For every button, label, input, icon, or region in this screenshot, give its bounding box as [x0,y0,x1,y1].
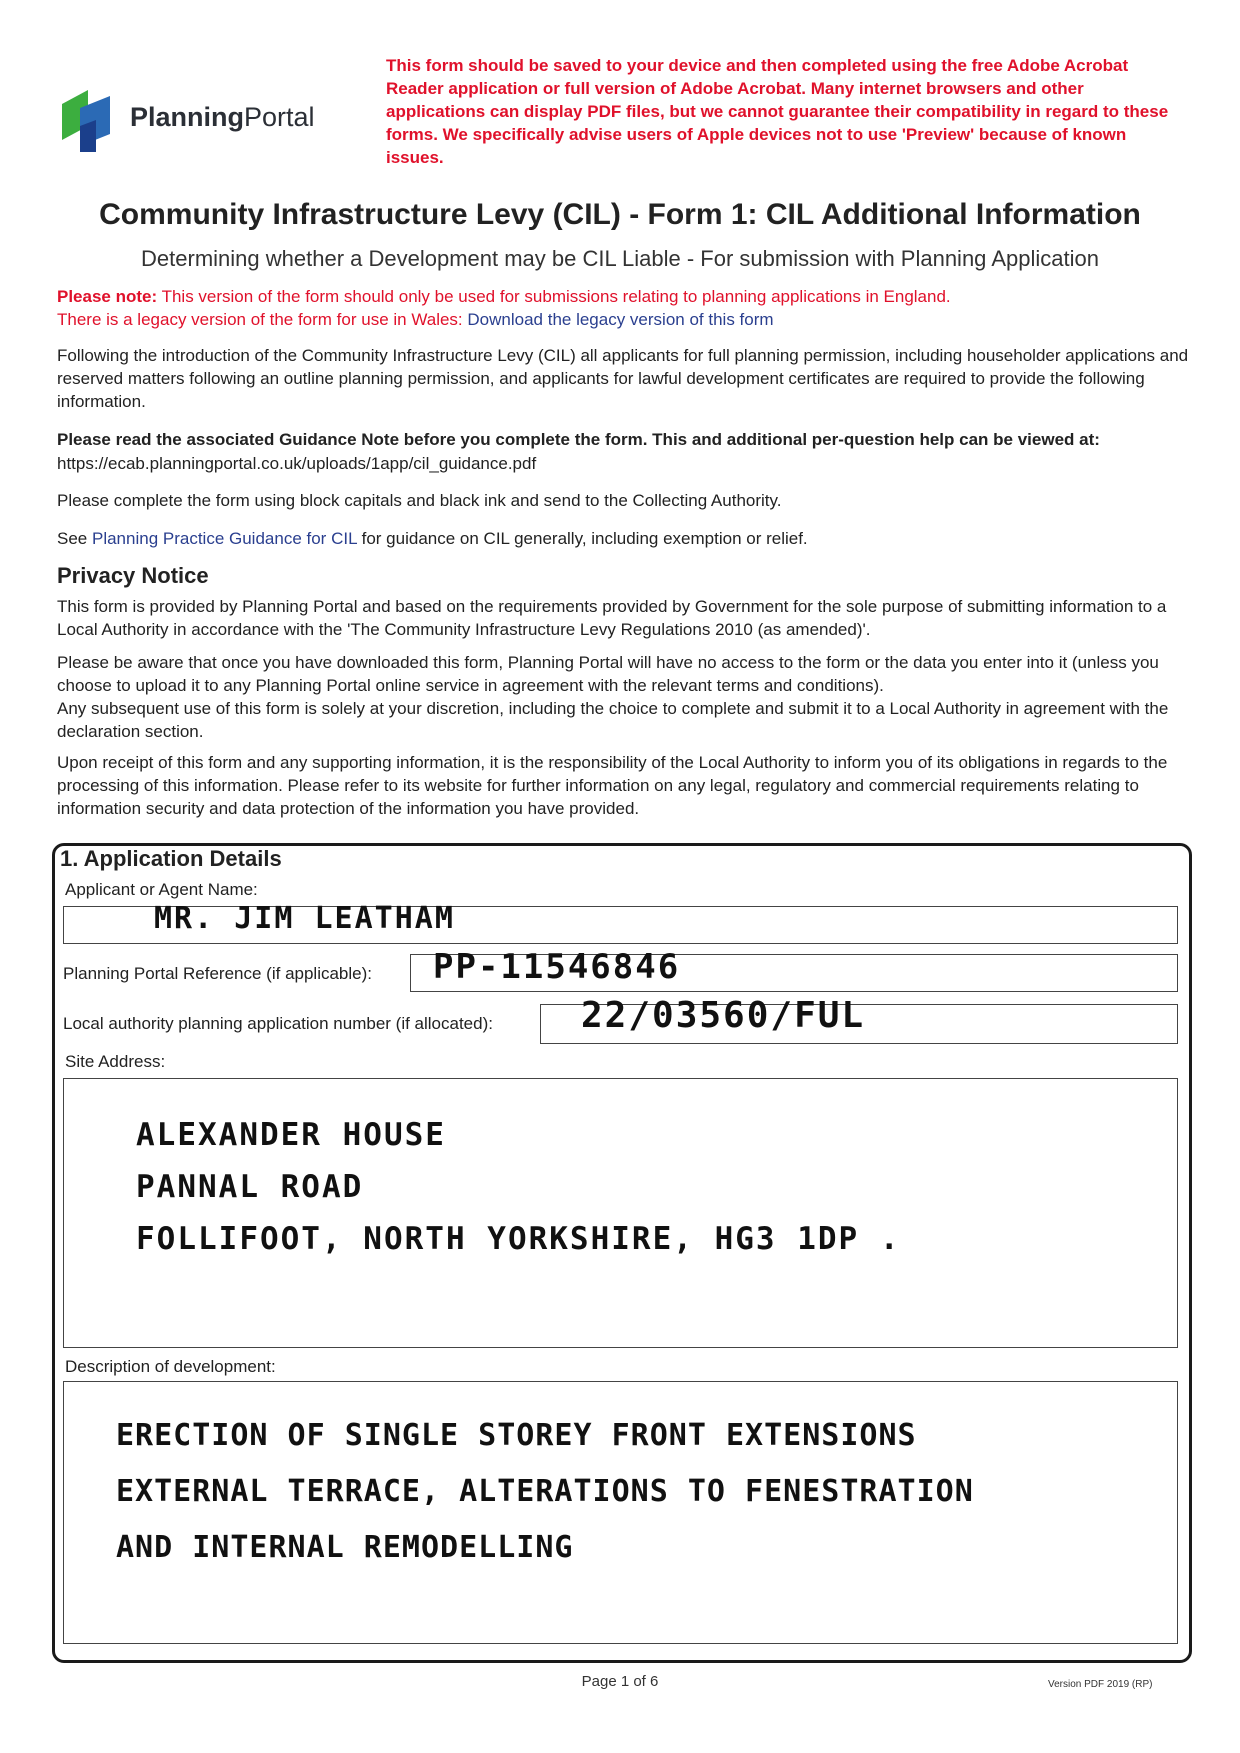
form-subtitle: Determining whether a Development may be CIL Liable - For submission with Planning Application [141,246,1099,271]
guidance-text: Please read the associated Guidance Note before you complete the form. This and additional per-question help can be viewed at: [57,430,1100,449]
site-address-line-1: ALEXANDER HOUSE [136,1117,446,1153]
version-label: Version PDF 2019 (RP) [1048,1679,1153,1690]
page-number: Page 1 of 6 [581,1673,659,1690]
portal-reference-field[interactable] [410,947,1178,992]
site-address-field[interactable] [63,1078,1178,1348]
complete-instructions: Please complete the form using block capitals and black ink and send to the Collecting Authority. [57,491,782,510]
intro-text: Following the introduction of the Community Infrastructure Levy (CIL) all applicants for full planning permission, including householder applications and reserved matters following an outline planning permission, and applicants for lawful development certificates are required to provide the following information. [57,346,1189,411]
site-address-label: Site Address: [65,1052,166,1071]
description-field[interactable] [63,1381,1178,1644]
applicant-name-value: MR. JIM LEATHAM [154,901,455,936]
logo-wordmark: PlanningPortal [130,102,315,132]
description-line-3: AND INTERNAL REMODELLING [116,1530,574,1565]
adobe-warning: This form should be saved to your device and then completed using the free Adobe Acrobat Reader application or full version of Adobe Acrobat. Many internet browsers and other applications can display PDF files, but we cannot guarantee their compatibility in regard to these forms. We specifically advise users of Apple devices not to use 'Preview' because of known issues. [386,56,1169,167]
site-address-line-3: FOLLIFOOT, NORTH YORKSHIRE, HG3 1DP . [136,1221,901,1257]
la-number-label: Local authority planning application number (if allocated): [63,1014,493,1033]
privacy-heading: Privacy Notice [57,563,209,588]
england-note: Please note: This version of the form should only be used for submissions relating to planning applications in England. There is a legacy version of the form for use in Wales: Download the legacy version of this form [57,287,951,329]
applicant-label: Applicant or Agent Name: [65,880,258,899]
legacy-form-link[interactable]: Download the legacy version of this form [467,310,774,329]
form-title: Community Infrastructure Levy (CIL) - Form 1: CIL Additional Information [99,198,1141,231]
privacy-paragraph-3: Upon receipt of this form and any supporting information, it is the responsibility of the Local Authority to inform you of its obligations in regards to the processing of this information. Please refer to its website for further information on any legal, regulatory and commercial requirements relating to information security and data protection of the information you have provided. [57,753,1168,818]
planning-portal-logo-icon [58,86,118,154]
portal-ref-label: Planning Portal Reference (if applicable): [63,964,373,983]
guidance-url-link[interactable]: https://ecab.planningportal.co.uk/uploads/1app/cil_guidance.pdf [57,454,537,473]
privacy-paragraph-1: This form is provided by Planning Portal and based on the requirements provided by Government for the sole purpose of submitting information to a Local Authority in accordance with the 'The Community Infrastructure Levy Regulations 2010 (as amended)'. [57,597,1167,639]
cil-guidance-link[interactable]: Planning Practice Guidance for CIL [91,529,357,548]
see-guidance-line: See Planning Practice Guidance for CIL for guidance on CIL generally, including exemption or relief. [57,529,808,548]
la-application-number-value: 22/03560/FUL [581,995,866,1036]
applicant-name-field[interactable] [63,901,1178,944]
section-title: 1. Application Details [60,846,282,871]
site-address-line-2: PANNAL ROAD [136,1169,364,1205]
description-label: Description of development: [65,1357,276,1376]
planning-portal-logo [58,86,348,156]
portal-reference-value: PP-11546846 [433,947,681,987]
la-application-number-field[interactable] [540,995,1178,1044]
description-line-1: ERECTION OF SINGLE STOREY FRONT EXTENSIONS [116,1418,917,1453]
privacy-paragraph-2: Please be aware that once you have downloaded this form, Planning Portal will have no access to the form or the data you enter into it (unless you choose to upload it to any Planning Portal online service in agreement with the relevant terms and conditions). Any subsequent use of this form is solely at your discretion, including the choice to complete and submit it to a Local Authority in agreement with the declaration section. [57,653,1169,741]
description-line-2: EXTERNAL TERRACE, ALTERATIONS TO FENESTRATION [116,1474,974,1509]
